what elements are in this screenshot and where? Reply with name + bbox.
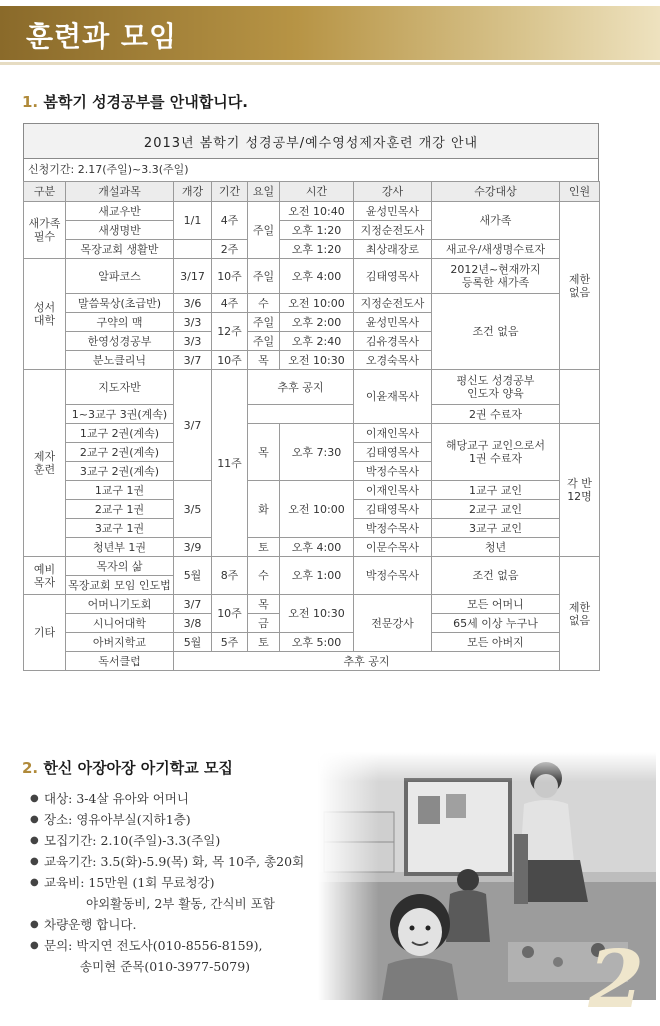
bullet-icon: ● bbox=[30, 814, 39, 825]
table-cell: 박정수목사 bbox=[354, 519, 432, 538]
table-cell: 지정순전도사 bbox=[354, 294, 432, 313]
table-cell: 화 bbox=[248, 481, 280, 538]
table-cell: 말씀묵상(초급반) bbox=[66, 294, 174, 313]
table-cell: 1교구 1권 bbox=[66, 481, 174, 500]
group-cell: 기타 bbox=[24, 595, 66, 671]
table-cell: 1교구 2권(계속) bbox=[66, 424, 174, 443]
table-cell: 지정순전도사 bbox=[354, 221, 432, 240]
group-cell: 새가족 필수 bbox=[24, 202, 66, 259]
table-cell: 10주 bbox=[212, 595, 248, 633]
table-row bbox=[24, 595, 600, 614]
table-cell: 3/8 bbox=[174, 614, 212, 633]
table-cell: 목 bbox=[248, 424, 280, 481]
table-cell: 평신도 성경공부 인도자 양육 bbox=[432, 370, 560, 405]
table-cell: 구약의 맥 bbox=[66, 313, 174, 332]
page-title: 훈련과 모임 bbox=[26, 20, 177, 53]
table-cell: 5월 bbox=[174, 557, 212, 595]
section-2-number: 2. bbox=[22, 759, 39, 777]
table-cell: 오후 2:40 bbox=[280, 332, 354, 351]
list-item: ● 모집기간: 2.10(주일)-3.3(주일) bbox=[30, 830, 360, 851]
schedule-table bbox=[23, 123, 599, 671]
table-cell: 윤성민목사 bbox=[354, 313, 432, 332]
table-cell bbox=[248, 405, 354, 424]
table-cell: 목자의 삶 bbox=[66, 557, 174, 576]
table-cell: 윤성민목사 bbox=[354, 202, 432, 221]
table-row bbox=[24, 294, 600, 313]
baby-school-info-list bbox=[30, 788, 360, 977]
table-cell: 오전 10:30 bbox=[280, 351, 354, 370]
group-cell: 예비 목자 bbox=[24, 557, 66, 595]
table-cell: 3/7 bbox=[174, 351, 212, 370]
table-cell: 오전 10:40 bbox=[280, 202, 354, 221]
table-cell: 토 bbox=[248, 633, 280, 652]
table-cell: 1~3교구 3권(계속) bbox=[66, 405, 174, 424]
capacity-cell: 각 반 12명 bbox=[560, 424, 600, 557]
table-row bbox=[24, 481, 600, 500]
header-banner bbox=[0, 6, 660, 60]
table-cell: 모든 아버지 bbox=[432, 633, 560, 652]
table-cell: 2권 수료자 bbox=[432, 405, 560, 424]
table-row bbox=[24, 652, 600, 671]
table-cell: 2교구 교인 bbox=[432, 500, 560, 519]
table-row bbox=[24, 405, 600, 424]
list-item: ● 장소: 영유아부실(지하1층) bbox=[30, 809, 360, 830]
table-cell: 김유경목사 bbox=[354, 332, 432, 351]
table-cell: 8주 bbox=[212, 557, 248, 595]
table-cell: 3교구 1권 bbox=[66, 519, 174, 538]
table-row bbox=[24, 538, 600, 557]
table-cell: 시니어대학 bbox=[66, 614, 174, 633]
table-cell: 목장교회 모임 인도법 bbox=[66, 576, 174, 595]
table-cell: 오후 1:00 bbox=[280, 557, 354, 595]
bullet-icon: ● bbox=[30, 919, 39, 930]
table-cell: 4주 bbox=[212, 294, 248, 313]
table-cell: 조건 없음 bbox=[432, 294, 560, 370]
table-cell: 2012년~현재까지 등록한 새가족 bbox=[432, 259, 560, 294]
table-cell: 금 bbox=[248, 614, 280, 633]
table-cell: 오전 10:00 bbox=[280, 481, 354, 538]
bullet-icon: ● bbox=[30, 835, 39, 846]
table-cell: 3교구 교인 bbox=[432, 519, 560, 538]
table-cell: 김태영목사 bbox=[354, 500, 432, 519]
table-cell: 이윤재목사 bbox=[354, 370, 432, 424]
bullet-icon: ● bbox=[30, 877, 39, 888]
table-cell: 전문강사 bbox=[354, 595, 432, 652]
table-cell: 3/7 bbox=[174, 595, 212, 614]
table-cell: 2교구 2권(계속) bbox=[66, 443, 174, 462]
table-cell: 이재인목사 bbox=[354, 424, 432, 443]
section-1-heading bbox=[22, 91, 248, 112]
table-cell: 해당교구 교인으로서 1권 수료자 bbox=[432, 424, 560, 481]
header-cell: 개설과목 bbox=[66, 182, 174, 202]
table-cell: 3/7 bbox=[174, 370, 212, 481]
table-cell: 김태영목사 bbox=[354, 259, 432, 294]
table-cell: 오후 1:20 bbox=[280, 240, 354, 259]
table-cell: 주일 bbox=[248, 313, 280, 332]
course-table bbox=[23, 181, 600, 671]
section-2-title: 한신 아장아장 아기학교 모집 bbox=[43, 759, 233, 777]
table-cell: 주일 bbox=[248, 202, 280, 259]
list-item: ● 대상: 3-4살 유아와 어머니 bbox=[30, 788, 360, 809]
table-cell: 새가족 bbox=[432, 202, 560, 240]
table-cell: 4주 bbox=[212, 202, 248, 240]
table-cell: 오경숙목사 bbox=[354, 351, 432, 370]
header-cell: 인원 bbox=[560, 182, 600, 202]
table-cell: 3교구 2권(계속) bbox=[66, 462, 174, 481]
header-cell: 구분 bbox=[24, 182, 66, 202]
table-cell: 목장교회 생활반 bbox=[66, 240, 174, 259]
table-row bbox=[24, 557, 600, 576]
table-cell: 새교우반 bbox=[66, 202, 174, 221]
table-cell: 청년 bbox=[432, 538, 560, 557]
section-2-heading bbox=[22, 757, 233, 778]
table-cell: 오후 1:20 bbox=[280, 221, 354, 240]
table-cell: 박정수목사 bbox=[354, 557, 432, 595]
table-cell: 3/3 bbox=[174, 313, 212, 332]
table-cell: 김태영목사 bbox=[354, 443, 432, 462]
table-cell: 목 bbox=[248, 351, 280, 370]
table-cell: 이문수목사 bbox=[354, 538, 432, 557]
table-row bbox=[24, 202, 600, 221]
table-row bbox=[24, 633, 600, 652]
table-cell: 12주 bbox=[212, 313, 248, 351]
table-cell: 오후 4:00 bbox=[280, 259, 354, 294]
group-cell: 제자 훈련 bbox=[24, 370, 66, 557]
table-cell: 추후 공지 bbox=[248, 370, 354, 405]
section-1-number: 1. bbox=[22, 93, 39, 111]
table-cell: 오후 4:00 bbox=[280, 538, 354, 557]
table-cell: 3/6 bbox=[174, 294, 212, 313]
table-cell: 독서클럽 bbox=[66, 652, 174, 671]
table-cell: 오후 2:00 bbox=[280, 313, 354, 332]
table-cell: 10주 bbox=[212, 259, 248, 294]
header-divider bbox=[0, 62, 660, 65]
table-cell: 오후 7:30 bbox=[280, 424, 354, 481]
table-cell: 2주 bbox=[212, 240, 248, 259]
table-cell: 65세 이상 누구나 bbox=[432, 614, 560, 633]
table-cell: 수 bbox=[248, 294, 280, 313]
table-cell: 아버지학교 bbox=[66, 633, 174, 652]
table-title: 2013년 봄학기 성경공부/예수영성제자훈련 개강 안내 bbox=[23, 123, 599, 159]
header-cell: 시간 bbox=[280, 182, 354, 202]
table-row bbox=[24, 259, 600, 294]
table-cell bbox=[174, 240, 212, 259]
table-cell: 3/17 bbox=[174, 259, 212, 294]
table-cell: 모든 어머니 bbox=[432, 595, 560, 614]
table-row bbox=[24, 370, 600, 405]
header-cell: 개강 bbox=[174, 182, 212, 202]
table-cell: 주일 bbox=[248, 259, 280, 294]
table-cell: 3/3 bbox=[174, 332, 212, 351]
table-cell: 새생명반 bbox=[66, 221, 174, 240]
header-cell: 수강대상 bbox=[432, 182, 560, 202]
table-cell: 지도자반 bbox=[66, 370, 174, 405]
table-cell bbox=[560, 370, 600, 424]
table-cell: 11주 bbox=[212, 370, 248, 557]
table-cell: 최상래장로 bbox=[354, 240, 432, 259]
table-cell: 오전 10:00 bbox=[280, 294, 354, 313]
table-cell: 목 bbox=[248, 595, 280, 614]
table-cell: 한영성경공부 bbox=[66, 332, 174, 351]
table-cell: 토 bbox=[248, 538, 280, 557]
section-1-title: 봄학기 성경공부를 안내합니다. bbox=[43, 93, 248, 111]
table-cell: 알파코스 bbox=[66, 259, 174, 294]
table-row bbox=[24, 424, 600, 443]
bullet-icon: ● bbox=[30, 940, 39, 951]
list-item: ● 문의: 박지연 전도사(010-8556-8159), bbox=[30, 935, 360, 956]
list-item: ● 차량운행 합니다. bbox=[30, 914, 360, 935]
list-item-continuation: 송미현 준목(010-3977-5079) bbox=[80, 959, 251, 974]
table-cell: 조건 없음 bbox=[432, 557, 560, 595]
table-cell: 수 bbox=[248, 557, 280, 595]
table-cell: 3/9 bbox=[174, 538, 212, 557]
table-cell: 1교구 교인 bbox=[432, 481, 560, 500]
page-number: 2 bbox=[588, 932, 644, 1026]
capacity-cell: 제한 없음 bbox=[560, 202, 600, 370]
header-cell: 기간 bbox=[212, 182, 248, 202]
table-cell: 박정수목사 bbox=[354, 462, 432, 481]
table-cell: 1/1 bbox=[174, 202, 212, 240]
table-cell: 분노클리닉 bbox=[66, 351, 174, 370]
table-header-row bbox=[24, 182, 600, 202]
table-row bbox=[24, 240, 600, 259]
table-cell: 3/5 bbox=[174, 481, 212, 538]
table-cell: 이재인목사 bbox=[354, 481, 432, 500]
header-cell: 강사 bbox=[354, 182, 432, 202]
list-item: ● 교육비: 15만원 (1회 무료청강) bbox=[30, 872, 360, 893]
capacity-cell: 제한 없음 bbox=[560, 557, 600, 671]
group-cell: 성서 대학 bbox=[24, 259, 66, 370]
header-cell: 요일 bbox=[248, 182, 280, 202]
bullet-icon: ● bbox=[30, 793, 39, 804]
list-item: ● 교육기간: 3.5(화)-5.9(목) 화, 목 10주, 총20회 bbox=[30, 851, 360, 872]
table-cell: 오전 10:30 bbox=[280, 595, 354, 633]
table-cell: 주일 bbox=[248, 332, 280, 351]
bullet-icon: ● bbox=[30, 856, 39, 867]
table-cell: 10주 bbox=[212, 351, 248, 370]
table-cell: 5주 bbox=[212, 633, 248, 652]
list-item-continuation: 야외활동비, 2부 활동, 간식비 포함 bbox=[86, 896, 275, 911]
table-cell: 청년부 1권 bbox=[66, 538, 174, 557]
application-period: 신청기간: 2.17(주일)~3.3(주일) bbox=[23, 159, 599, 181]
table-cell: 2교구 1권 bbox=[66, 500, 174, 519]
table-cell: 어머니기도회 bbox=[66, 595, 174, 614]
table-cell: 5월 bbox=[174, 633, 212, 652]
table-cell: 추후 공지 bbox=[174, 652, 560, 671]
table-cell: 오후 5:00 bbox=[280, 633, 354, 652]
table-cell: 새교우/새생명수료자 bbox=[432, 240, 560, 259]
